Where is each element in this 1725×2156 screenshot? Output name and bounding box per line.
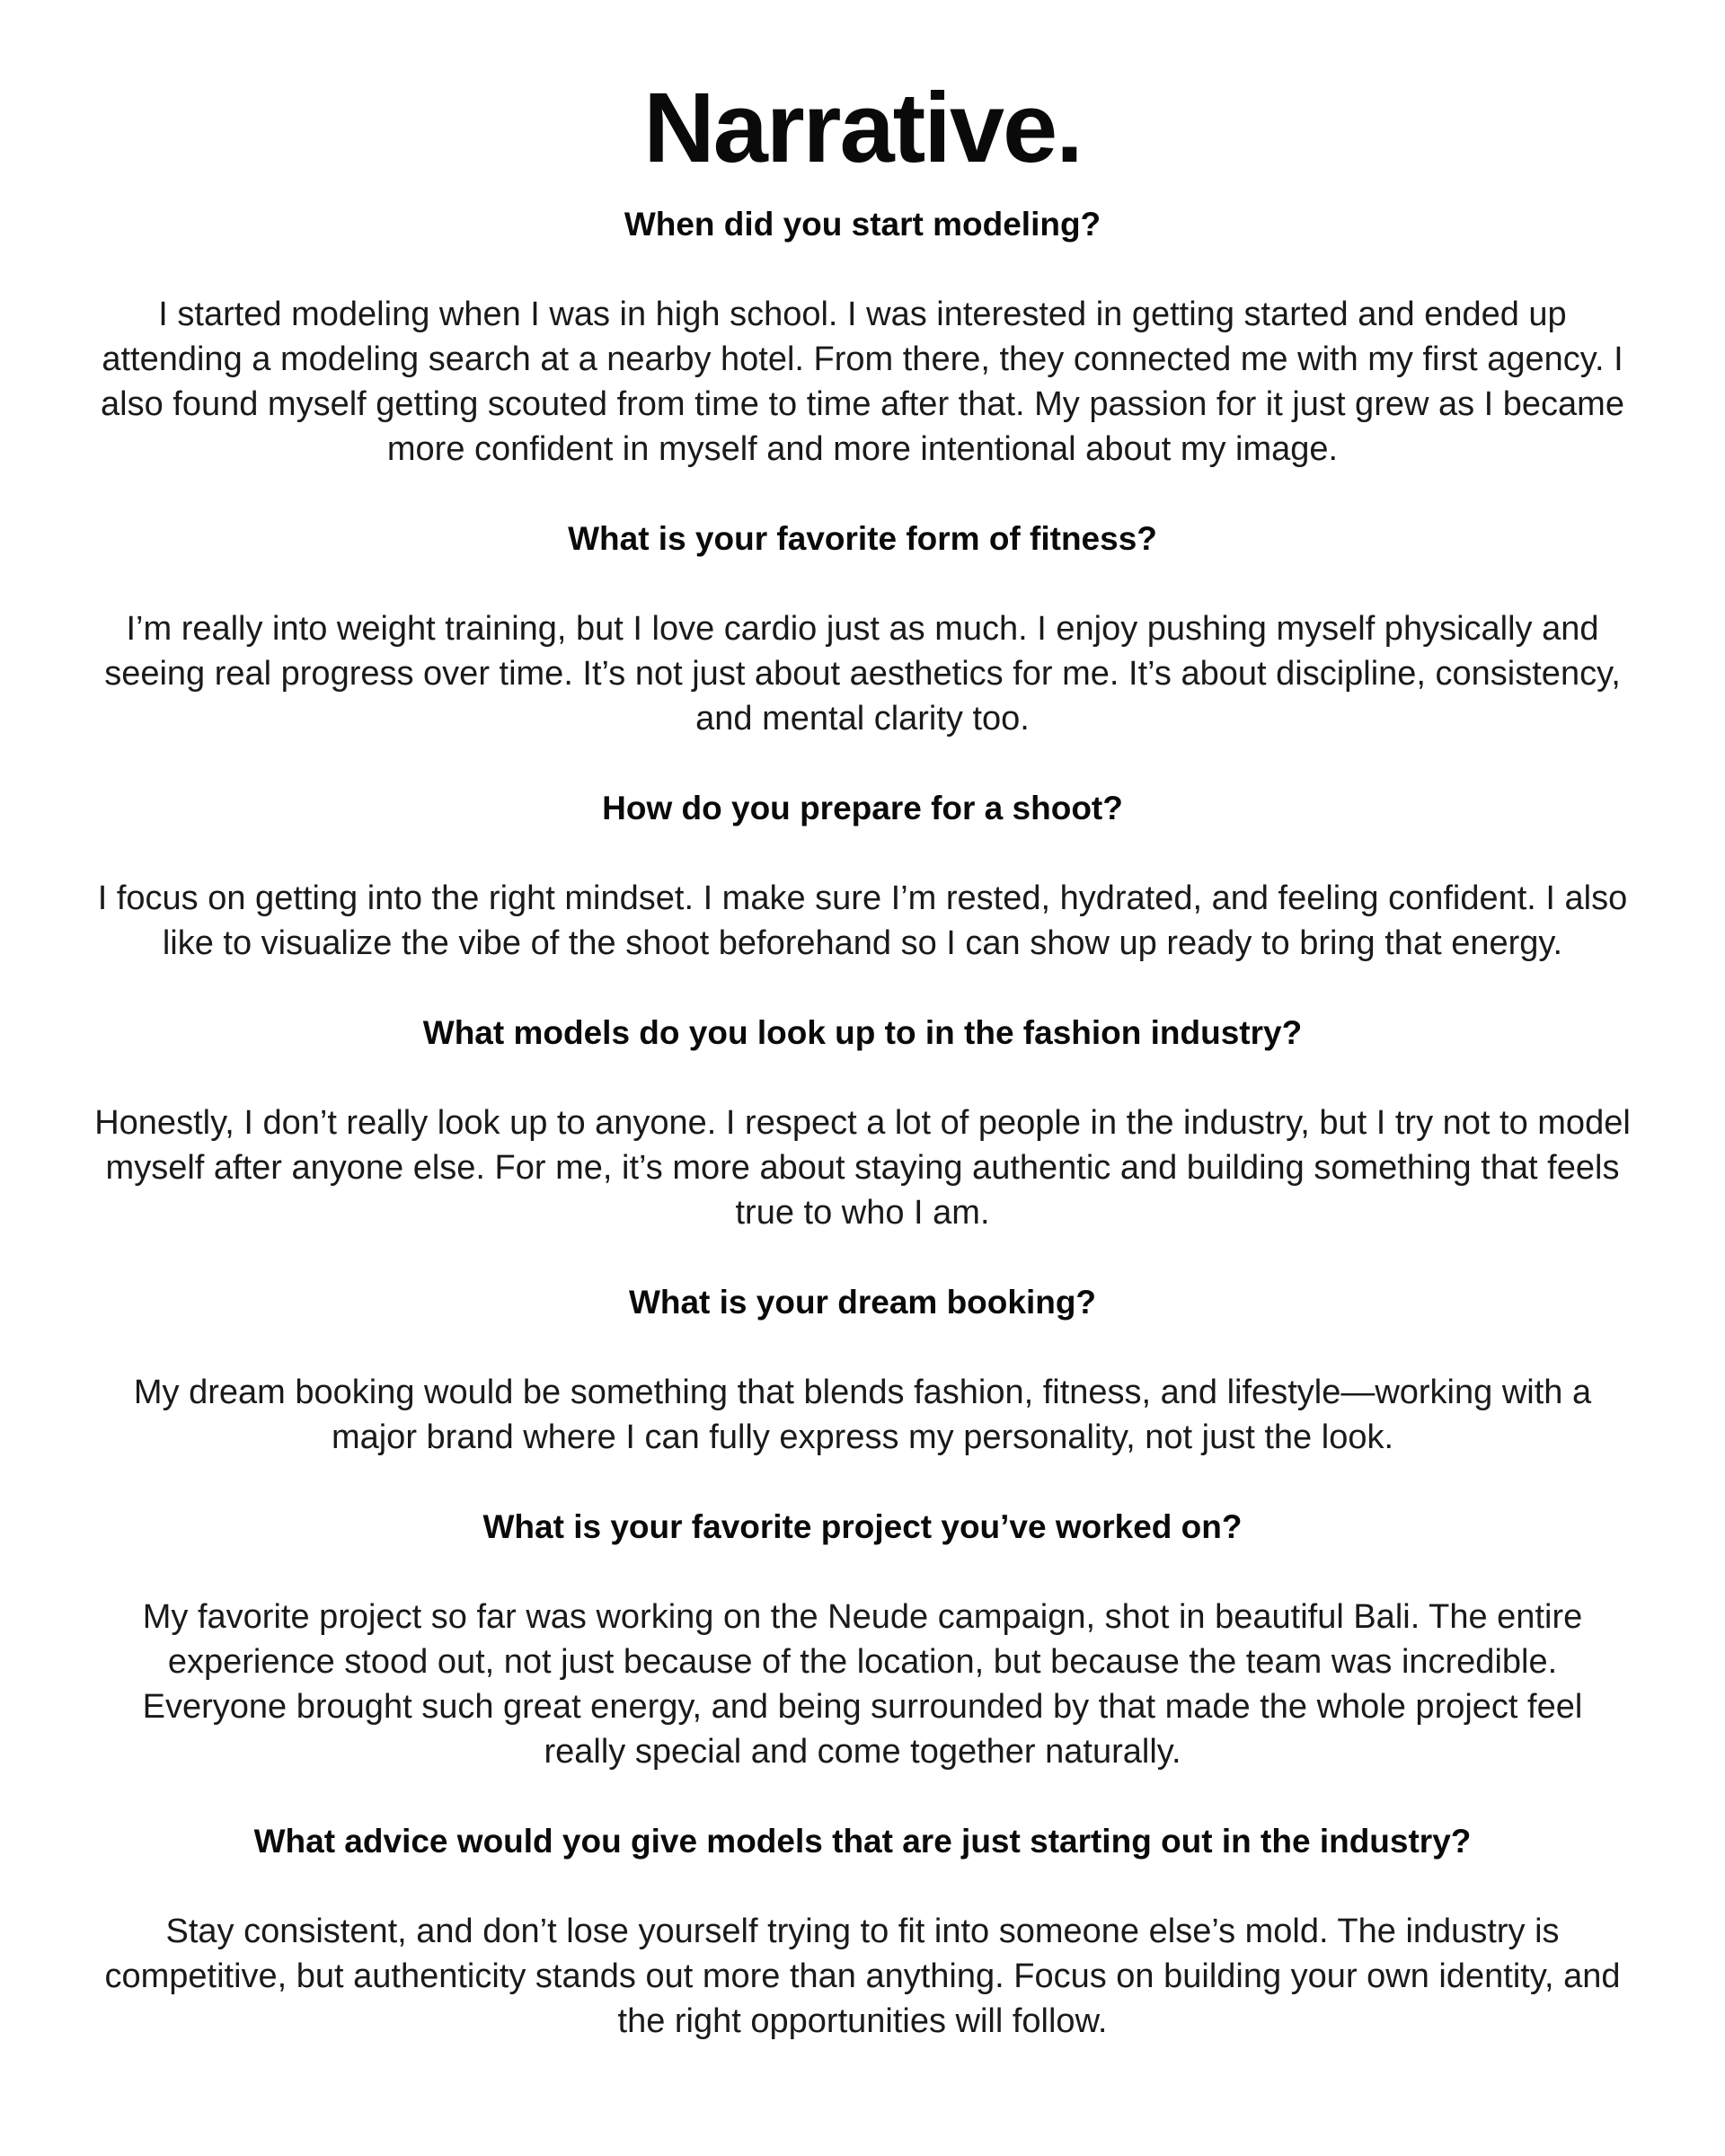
- question-heading: What models do you look up to in the fashion industry?: [422, 1014, 1303, 1051]
- qa-item: [0, 202, 1725, 472]
- qa-item: [0, 517, 1725, 741]
- question-heading: What is your favorite form of fitness?: [568, 520, 1157, 557]
- question-heading: What is your favorite project you’ve worked on?: [482, 1508, 1243, 1545]
- qa-item: [0, 1819, 1725, 2044]
- qa-item: [0, 1011, 1725, 1235]
- answer-paragraph: My dream booking would be something that blends fashion, fitness, and lifestyle—working with a major brand where I can fully express my personality, not just the look.: [133, 1374, 1592, 1456]
- question-heading: What advice would you give models that are just starting out in the industry?: [253, 1823, 1472, 1860]
- page-title: Narrative.: [643, 73, 1082, 183]
- answer-paragraph: Stay consistent, and don’t lose yourself trying to fit into someone else’s mold. The industry is competitive, but authenticity stands out more than anything. Focus on building your own identity, and the right opportunities will follow.: [104, 1913, 1621, 2040]
- question-heading: When did you start modeling?: [624, 206, 1101, 243]
- qa-item: [0, 1505, 1725, 1774]
- question-heading: What is your dream booking?: [628, 1284, 1097, 1321]
- qa-item: [0, 1280, 1725, 1460]
- answer-paragraph: My favorite project so far was working on the Neude campaign, shot in beautiful Bali. The entire experience stood out, not just because of the location, but because the team was incredible. Everyone brought such great energy, and being surrounded by that made the whole project feel really special and come together naturally.: [142, 1598, 1583, 1771]
- answer-paragraph: I started modeling when I was in high school. I was interested in getting started and ended up attending a modeling search at a nearby hotel. From there, they connected me with my first agency. I also found myself getting scouted from time to time after that. My passion for it just grew as I became more confident in myself and more intentional about my image.: [101, 296, 1624, 468]
- answer-paragraph: I focus on getting into the right mindset. I make sure I’m rested, hydrated, and feeling confident. I also like to visualize the vibe of the shoot beforehand so I can show up ready to bring that energy.: [97, 879, 1628, 962]
- qa-item: [0, 786, 1725, 966]
- answer-paragraph: I’m really into weight training, but I love cardio just as much. I enjoy pushing myself physically and seeing real progress over time. It’s not just about aesthetics for me. It’s about discipline, consistency, and mental clarity too.: [104, 610, 1621, 738]
- answer-paragraph: Honestly, I don’t really look up to anyone. I respect a lot of people in the industry, but I try not to model myself after anyone else. For me, it’s more about staying authentic and building something that feels true to who I am.: [94, 1104, 1631, 1232]
- question-heading: How do you prepare for a shoot?: [602, 790, 1123, 826]
- qa-list: [0, 202, 1725, 2089]
